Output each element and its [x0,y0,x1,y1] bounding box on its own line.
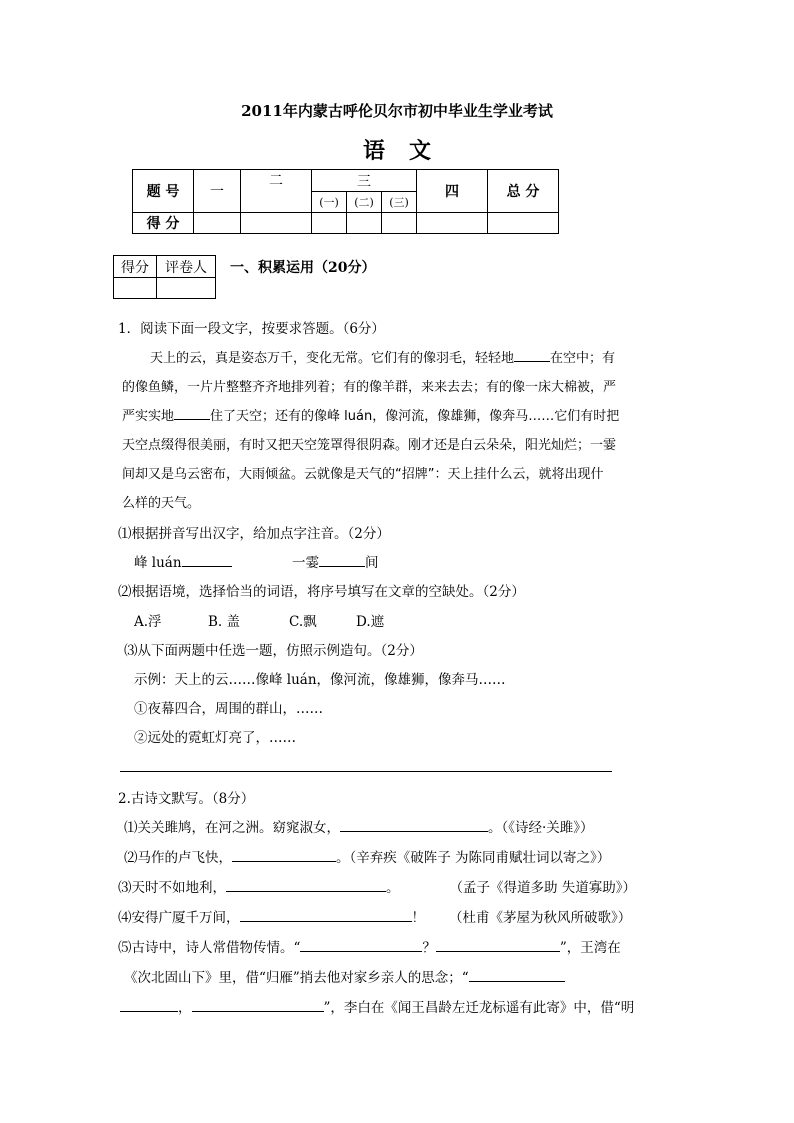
q2-prompt: 2.古诗文默写。（8分） [118,791,255,807]
q1-prompt: 1．阅读下面一段文字，按要求答题。（6分） [118,321,385,337]
score-cell-3a[interactable] [312,213,347,234]
q2-blank-8[interactable] [120,997,178,1012]
q2-line-1-pre: ⑴关关雎鸠，在河之洲。窈窕淑女， [124,820,340,836]
score-cell-3c[interactable] [382,213,417,234]
passage-line-5: 间却又是乌云密布，大雨倾盆。云就像是天气的“招牌”：天上挂什么云，就将出现什 [122,467,604,482]
grader-name-label: 评卷人 [157,256,216,278]
q2-line-3-mid: 。 [386,880,400,896]
option-c: C.飘 [289,614,317,630]
q1-sub1-item2 [292,551,379,571]
q2-line-5-c: ”，王湾在 [559,940,621,956]
exam-title: 2011年内蒙古呼伦贝尔市初中毕业生学业考试 [241,102,553,120]
q2-line-7-a: ， [178,1000,192,1016]
grader-table [113,255,216,299]
q2-blank-9[interactable] [192,997,324,1012]
col-three: 三 [312,170,417,192]
q2-line-4-mid: ！ [411,910,425,926]
q2-line-7 [120,996,634,1016]
q1-sub2: ⑵根据语境，选择恰当的词语，将序号填写在文章的空缺处。（2分） [118,584,525,600]
option-a: A.浮 [134,614,162,630]
col-one: 一 [194,170,241,213]
q2-blank-6[interactable] [436,937,560,952]
q1-sub1-item1-label: 峰 luán [134,555,182,571]
q2-line-4-post: （杜甫《茅屋为秋风所破歌》） [449,910,632,926]
q2-line-6 [124,966,565,986]
passage-line-2: 的像鱼鳞，一片片整整齐齐地排列着；有的像羊群，来来去去；有的像一床大棉被，严 [122,380,617,395]
passage-text-1a: 天上的云，真是姿态万千，变化无常。它们有的像羽毛，轻轻地 [150,351,515,366]
grader-score-label: 得分 [114,256,157,278]
q1-sub1-item1 [134,551,232,571]
q2-line-3-pre: ⑶天时不如地利， [118,880,226,896]
q2-line-5 [118,936,621,956]
section-one-heading: 一、积累运用（20分） [230,260,376,276]
q1-example: 示例：天上的云……像峰 luán，像河流，像雄狮，像奔马…… [134,672,506,688]
q2-line-5-b: ？ [422,940,436,956]
q2-line-2 [124,846,610,866]
q2-blank-3[interactable] [226,877,386,892]
passage-text-3b: 住了天空；还有的像峰 luán，像河流，像雄狮，像奔马……它们有时把 [210,409,620,424]
grader-score-cell[interactable] [114,278,157,299]
col-three-sub2: (二) [347,192,382,213]
q1-sub1-item2-pre: 一霎 [292,555,319,571]
col-three-sub3: (三) [382,192,417,213]
grader-name-cell[interactable] [157,278,216,299]
passage-blank-2[interactable] [174,405,210,420]
total-label: 总 分 [488,170,559,213]
col-three-sub1: (一) [312,192,347,213]
q2-line-1 [124,816,594,836]
answer-line[interactable] [120,771,612,772]
q2-line-4-pre: ⑷安得广厦千万间， [118,910,240,926]
q1-sub3: ⑶从下面两题中任选一题，仿照示例造句。（2分） [124,643,423,659]
q1-choice-2: ②远处的霓虹灯亮了，…… [134,730,296,746]
option-d: D.遮 [356,614,385,630]
q2-blank-7[interactable] [469,967,565,982]
q2-line-1-post: 。（《诗经·关雎》） [488,820,594,836]
passage-line-1 [150,347,615,366]
passage-line-4: 天空点缀得很美丽，有时又把天空笼罩得很阴森。刚才还是白云朵朵，阳光灿烂；一霎 [122,438,617,453]
q2-line-5-a: ⑸古诗中，诗人常借物传情。“ [118,940,301,956]
q2-line-7-b: ”，李白在《闻王昌龄左迁龙标遥有此寄》中，借“明 [323,1000,635,1016]
question-number-label: 题 号 [133,170,194,213]
q1-sub1-item2-post: 间 [365,555,379,571]
q2-blank-4[interactable] [240,907,412,922]
score-cell-2[interactable] [241,213,312,234]
subject-title: 语文 [362,138,455,164]
col-two: 二 [241,170,312,213]
passage-text-1b: 在空中；有 [550,351,616,366]
q2-line-4 [118,906,631,926]
q1-sub1-blank-2[interactable] [319,552,365,567]
q2-blank-5[interactable] [300,937,422,952]
q2-blank-1[interactable] [340,817,488,832]
score-cell-total[interactable] [488,213,559,234]
passage-line-3 [122,405,619,424]
q1-choice-1: ①夜幕四合，周围的群山，…… [134,701,323,717]
col-four: 四 [417,170,488,213]
passage-line-6: 么样的天气。 [122,496,201,511]
q2-line-2-post: 。（辛弃疾《破阵子 为陈同甫赋壮词以寄之》） [336,850,611,866]
passage-blank-1[interactable] [514,347,550,362]
q2-line-2-pre: ⑵马作的卢飞快， [124,850,232,866]
q1-sub1-blank-1[interactable] [182,552,232,567]
score-cell-4[interactable] [417,213,488,234]
q2-line-3 [118,876,636,896]
score-cell-3b[interactable] [347,213,382,234]
q1-sub1: ⑴根据拼音写出汉字，给加点字注音。（2分） [118,526,390,542]
score-label: 得 分 [133,213,194,234]
q2-line-6-a: 《次北固山下》里，借“归雁”捎去他对家乡亲人的思念；“ [124,970,469,986]
q2-blank-2[interactable] [232,847,336,862]
option-b: B. 盖 [208,614,241,630]
score-table [132,169,559,234]
q2-line-3-post: （孟子《得道多助 失道寡助》） [449,880,637,896]
score-cell-1[interactable] [194,213,241,234]
passage-text-3a: 严实实地 [122,409,175,424]
